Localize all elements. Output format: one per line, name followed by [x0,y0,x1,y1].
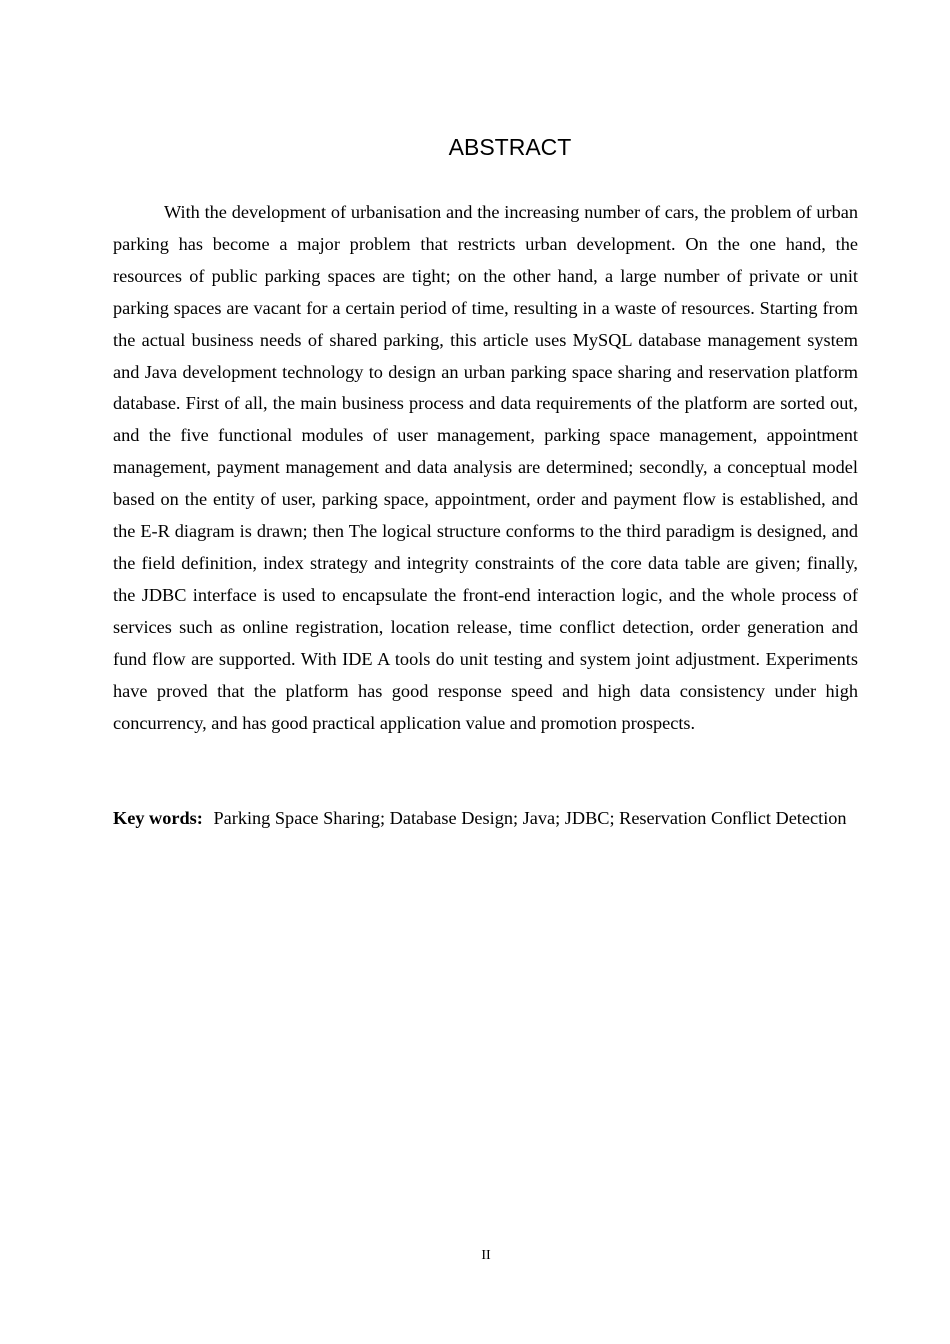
abstract-title: ABSTRACT [448,134,572,160]
keywords-label: Key words: [113,808,203,828]
page-number: II [481,1248,491,1263]
keywords-line [113,803,858,835]
keywords-text: Parking Space Sharing; Database Design; Java; JDBC; Reservation Conflict Detection [213,808,847,828]
abstract-paragraph: With the development of urbanisation and the increasing number of cars, the problem of urban parking has become a major problem that restricts urban development. On the one hand, the resources of public parking spaces are tight; on the other hand, a large number of private or unit parking spaces are vacant for a certain period of time, resulting in a waste of resources. Starting from the actual business needs of shared parking, this article uses MySQL database management system and Java development technology to design an urban parking space sharing and reservation platform database. First of all, the main business process and data requirements of the platform are sorted out, and the five functional modules of user management, parking space management, appointment management, payment management and data analysis are determined; secondly, a conceptual model based on the entity of user, parking space, appointment, order and payment flow is established, and the E-R diagram is drawn; then The logical structure conforms to the third paradigm is designed, and the field definition, index strategy and integrity constraints of the core data table are given; finally, the JDBC interface is used to encapsulate the front-end interaction logic, and the whole process of services such as online registration, location release, time conflict detection, order generation and fund flow are supported. With IDE A tools do unit testing and system joint adjustment. Experiments have proved that the platform has good response speed and high data consistency under high concurrency, and has good practical application value and promotion prospects. [113,202,858,733]
